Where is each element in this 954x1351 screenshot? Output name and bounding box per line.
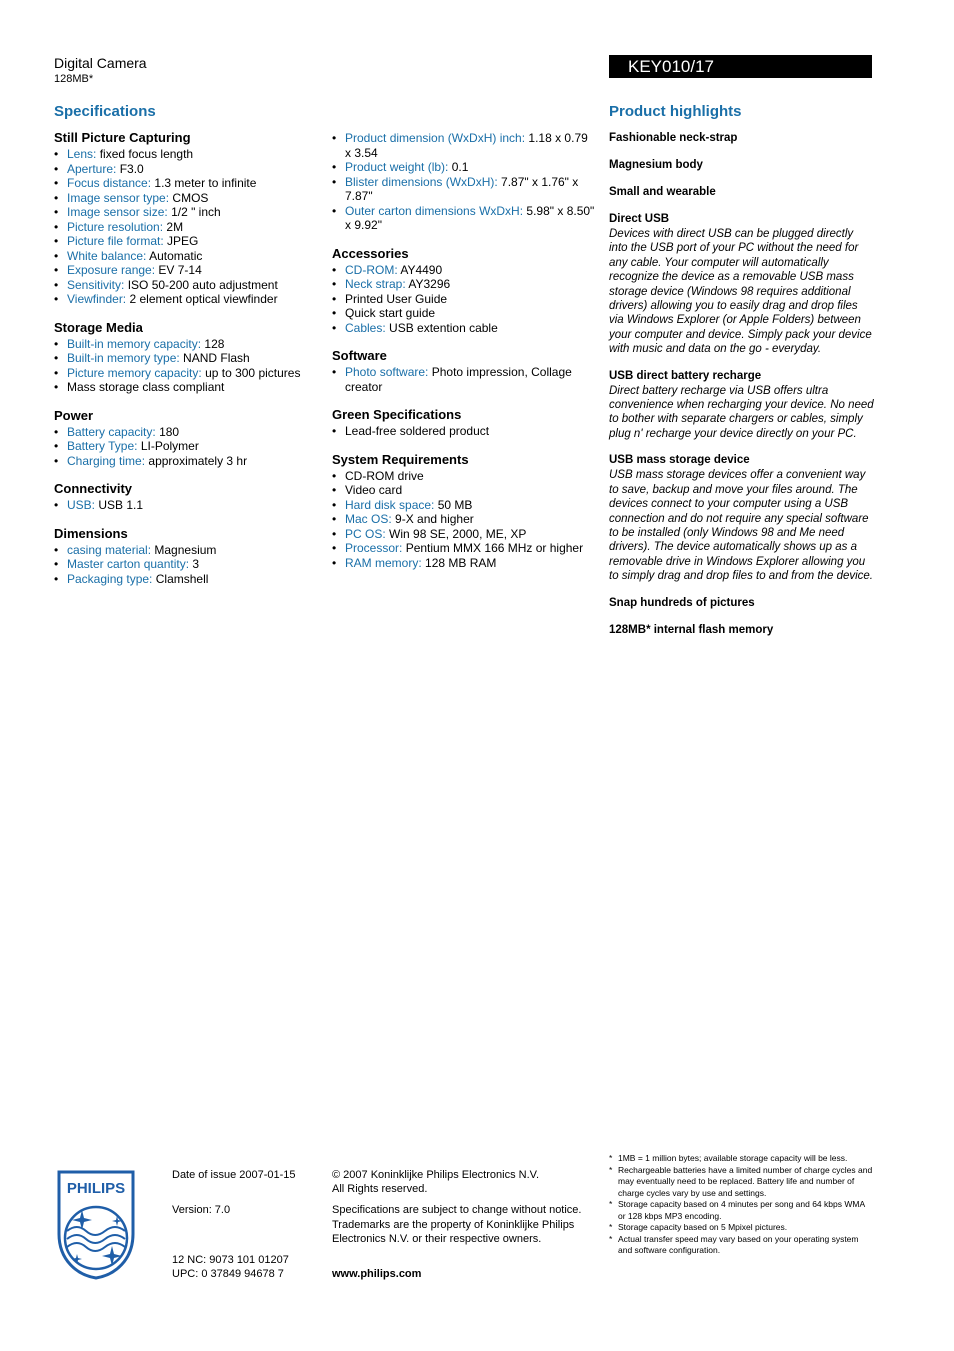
spec-item <box>54 292 319 307</box>
spec-list <box>332 469 597 571</box>
philips-logo <box>55 1168 137 1280</box>
spec-label: Product weight (lb): <box>345 160 449 174</box>
spec-value: 9-X and higher <box>395 512 474 526</box>
highlight-text: Devices with direct USB can be plugged directly into the USB port of your PC without the need for any cable. Your computer will automatically recognize the device as a removable USB mass storage device (Windows 98 requires additional drivers) allowing you to easily drag and drop files via Windows Explorer (or Apple Folders) between your computer and device. Simply pack your device with music and data on the go - everyday. <box>609 228 872 356</box>
spec-value: EV 7-14 <box>158 263 202 277</box>
spec-item <box>332 160 597 175</box>
spec-label: White balance: <box>67 248 147 263</box>
highlights-title: Product highlights <box>609 103 742 120</box>
spec-value: USB extention cable <box>389 320 498 335</box>
specifications-column-2 <box>332 131 597 583</box>
spec-value: F3.0 <box>119 161 144 176</box>
specifications-column-1 <box>54 130 319 599</box>
spec-label: Picture resolution: <box>67 219 164 234</box>
spec-item <box>332 131 597 160</box>
spec-label: RAM memory: <box>345 555 422 570</box>
spec-value: CMOS <box>172 190 209 205</box>
highlight-heading: USB mass storage device <box>609 454 750 467</box>
spec-value: AY4490 <box>400 262 443 277</box>
spec-item <box>54 425 319 440</box>
copyright-line-2: All Rights reserved. <box>332 1183 428 1195</box>
spec-group-heading: Power <box>54 407 94 423</box>
spec-label: Mac OS: <box>345 512 392 526</box>
spec-item <box>54 278 319 293</box>
spec-value: 2 element optical viewfinder <box>129 292 278 306</box>
spec-value: approximately 3 hr <box>148 453 248 468</box>
spec-value: 128 MB RAM <box>425 555 497 570</box>
highlight-item <box>609 212 874 357</box>
spec-label: Hard disk space: <box>345 497 435 512</box>
spec-item <box>332 469 597 484</box>
spec-list <box>54 498 319 513</box>
spec-group-heading: Software <box>332 348 387 363</box>
spec-value: 2M <box>166 219 184 234</box>
spec-label: Product dimension (WxDxH) inch: <box>345 131 526 145</box>
spec-label: Built-in memory type: <box>67 351 180 365</box>
spec-value: Clamshell <box>155 571 209 586</box>
footnote: * Rechargeable batteries have a limited number of charge cycles and may eventually need to be replaced. Battery life and number of charge cycles vary by use and settings. <box>609 1165 874 1200</box>
spec-value: LI-Polymer <box>140 439 199 453</box>
spec-value: Lead-free soldered product <box>345 424 490 438</box>
spec-label: Master carton quantity: <box>67 557 190 571</box>
spec-value: Printed User Guide <box>345 291 448 306</box>
spec-label: Lens: <box>67 147 97 161</box>
highlight-item <box>609 453 874 583</box>
spec-item <box>54 191 319 206</box>
spec-label: Charging time: <box>67 453 146 468</box>
spec-label: casing material: <box>67 542 152 557</box>
spec-value: ISO 50-200 auto adjustment <box>127 277 278 292</box>
spec-group-heading: Green Specifications <box>332 407 462 422</box>
spec-value: Mass storage class compliant <box>67 380 225 394</box>
spec-label: Exposure range: <box>67 263 156 277</box>
highlight-text: Direct battery recharge via USB offers ultra convenience when recharging your device. No need to bother with separate chargers or cables, simply plug n' recharge your device directly on your PC. <box>609 384 874 440</box>
spec-item <box>54 498 319 513</box>
highlight-item <box>609 596 874 611</box>
spec-item <box>332 527 597 542</box>
spec-value: 1/2 " inch <box>171 205 221 219</box>
spec-label: Built-in memory capacity: <box>67 336 202 351</box>
spec-item <box>54 366 319 381</box>
spec-value: Quick start guide <box>345 306 436 320</box>
spec-item <box>54 572 319 587</box>
spec-item <box>54 380 319 395</box>
highlight-item <box>609 185 874 200</box>
spec-item <box>54 147 319 162</box>
highlight-heading: Snap hundreds of pictures <box>609 596 755 609</box>
spec-label: Battery Type: <box>67 439 138 453</box>
spec-label: Outer carton dimensions WxDxH: <box>345 203 524 218</box>
spec-label: Blister dimensions (WxDxH): <box>345 174 498 189</box>
spec-item <box>332 175 597 204</box>
highlight-item <box>609 369 874 442</box>
spec-item <box>54 205 319 220</box>
spec-value: Photo impression, Collage creator <box>345 365 572 394</box>
footnote: * 1MB = 1 million bytes; available storage capacity will be less. <box>609 1153 874 1165</box>
spec-item <box>332 204 597 233</box>
spec-label: PC OS: <box>345 526 386 541</box>
spec-value: 180 <box>159 424 180 439</box>
model-number-bar: KEY010/17 <box>609 55 872 78</box>
spec-list <box>332 424 597 439</box>
spec-item <box>54 263 319 278</box>
spec-item <box>54 351 319 366</box>
spec-value: Magnesium <box>154 542 217 557</box>
spec-list <box>54 337 319 395</box>
spec-item <box>54 543 319 558</box>
spec-value: Automatic <box>149 248 203 263</box>
spec-item <box>54 557 319 572</box>
spec-label: Aperture: <box>67 161 117 176</box>
spec-group-heading: Dimensions <box>54 525 128 541</box>
spec-label: Photo software: <box>345 365 429 379</box>
spec-label: Packaging type: <box>67 571 153 586</box>
highlight-heading: Direct USB <box>609 213 670 225</box>
philips-logo-text: PHILIPS <box>66 1180 126 1197</box>
spec-label: CD-ROM: <box>345 262 398 277</box>
spec-item <box>54 220 319 235</box>
spec-value: 5.98" x 8.50" x 9.92" <box>345 203 595 232</box>
spec-value: CD-ROM drive <box>345 468 424 483</box>
spec-value: Video card <box>345 483 403 497</box>
spec-value: 3 <box>192 557 200 571</box>
spec-value: JPEG <box>167 234 199 248</box>
spec-value: 1.3 meter to infinite <box>154 176 257 190</box>
footnote: * Storage capacity based on 5 Mpixel pictures. <box>609 1222 874 1234</box>
specifications-title: Specifications <box>54 103 156 120</box>
spec-label: Sensitivity: <box>67 277 125 292</box>
highlight-item <box>609 131 874 146</box>
spec-group-heading: Accessories <box>332 245 409 261</box>
spec-label: Picture memory capacity: <box>67 365 202 380</box>
spec-label: Image sensor size: <box>67 205 168 219</box>
spec-value: 128 <box>204 336 225 351</box>
spec-list <box>332 365 597 394</box>
spec-value: Win 98 SE, 2000, ME, XP <box>389 526 527 541</box>
nc-number: 12 NC: 9073 101 01207 <box>172 1254 289 1266</box>
date-of-issue: Date of issue 2007-01-15 <box>172 1169 296 1181</box>
spec-label: Viewfinder: <box>67 292 127 306</box>
spec-group-heading: System Requirements <box>332 451 469 467</box>
spec-value: 50 MB <box>437 497 473 512</box>
spec-label: Processor: <box>345 541 403 555</box>
spec-label: Neck strap: <box>345 277 406 291</box>
spec-item <box>332 365 597 394</box>
highlight-item <box>609 158 874 173</box>
spec-item <box>332 424 597 439</box>
highlight-heading: Fashionable neck-strap <box>609 132 738 144</box>
highlight-item <box>609 623 874 638</box>
spec-list <box>332 263 597 336</box>
spec-label: Focus distance: <box>67 176 152 190</box>
spec-item <box>54 454 319 469</box>
highlight-heading: Magnesium body <box>609 159 703 171</box>
highlight-heading: USB direct battery recharge <box>609 369 762 382</box>
spec-value: up to 300 pictures <box>205 365 301 380</box>
version: Version: 7.0 <box>172 1204 231 1216</box>
highlights-list <box>609 131 874 650</box>
spec-item <box>54 162 319 177</box>
spec-item <box>332 321 597 336</box>
page-subtitle: 128MB* <box>54 73 94 85</box>
spec-value: fixed focus length <box>99 147 194 161</box>
spec-group-heading: Storage Media <box>54 319 143 335</box>
disclaimer: Specifications are subject to change without notice. Trademarks are the property of Koninklijke Philips Electronics N.V. or their respective owners. <box>332 1204 582 1245</box>
spec-group-heading: Still Picture Capturing <box>54 130 191 145</box>
website-link[interactable]: www.philips.com <box>332 1268 422 1280</box>
spec-item <box>54 249 319 264</box>
spec-item <box>332 277 597 292</box>
upc-number: UPC: 0 37849 94678 7 <box>172 1268 284 1280</box>
spec-label: Picture file format: <box>67 234 164 248</box>
spec-item <box>332 541 597 556</box>
spec-value: USB 1.1 <box>98 498 144 512</box>
spec-group-heading: Connectivity <box>54 481 133 496</box>
spec-label: Battery capacity: <box>67 424 156 439</box>
spec-value: AY3296 <box>408 277 451 291</box>
highlight-heading: 128MB* internal flash memory <box>609 623 774 636</box>
spec-list <box>332 131 597 233</box>
spec-value: 1.18 x 0.79 x 3.54 <box>345 131 588 160</box>
page-title: Digital Camera <box>54 55 147 71</box>
footnote: * Actual transfer speed may vary based on your operating system and software configuration. <box>609 1234 874 1257</box>
footnotes <box>609 1153 874 1257</box>
copyright-line-1: © 2007 Koninklijke Philips Electronics N.V. <box>332 1169 540 1181</box>
spec-item <box>332 512 597 527</box>
spec-value: 0.1 <box>451 160 469 174</box>
spec-list <box>54 543 319 587</box>
spec-label: Cables: <box>345 320 386 335</box>
spec-value: 7.87" x 1.76" x 7.87" <box>345 174 579 203</box>
footnote: * Storage capacity based on 4 minutes per song and 64 kbps WMA or 128 kbps MP3 encoding. <box>609 1199 874 1222</box>
spec-label: Image sensor type: <box>67 190 170 205</box>
spec-value: NAND Flash <box>183 351 250 365</box>
highlight-text: USB mass storage devices offer a convenient way to save, backup and move your files around. The devices connect to your computer using a USB connection and do not require any special software to be installed (only Windows 98 and Me need drivers). The device automatically shows up as a removable drive in Windows Explorer allowing you to simply drag and drop files to and from the device. <box>609 469 874 583</box>
spec-list <box>54 147 319 307</box>
spec-value: Pentium MMX 166 MHz or higher <box>405 541 584 555</box>
spec-item <box>332 483 597 498</box>
spec-list <box>54 425 319 469</box>
spec-item <box>332 498 597 513</box>
spec-item <box>332 306 597 321</box>
spec-item <box>332 263 597 278</box>
spec-item <box>54 234 319 249</box>
spec-label: USB: <box>67 498 96 512</box>
spec-item <box>54 439 319 454</box>
spec-item <box>332 292 597 307</box>
spec-item <box>54 176 319 191</box>
spec-item <box>54 337 319 352</box>
spec-item <box>332 556 597 571</box>
highlight-heading: Small and wearable <box>609 186 716 198</box>
philips-shield-icon <box>55 1168 137 1280</box>
